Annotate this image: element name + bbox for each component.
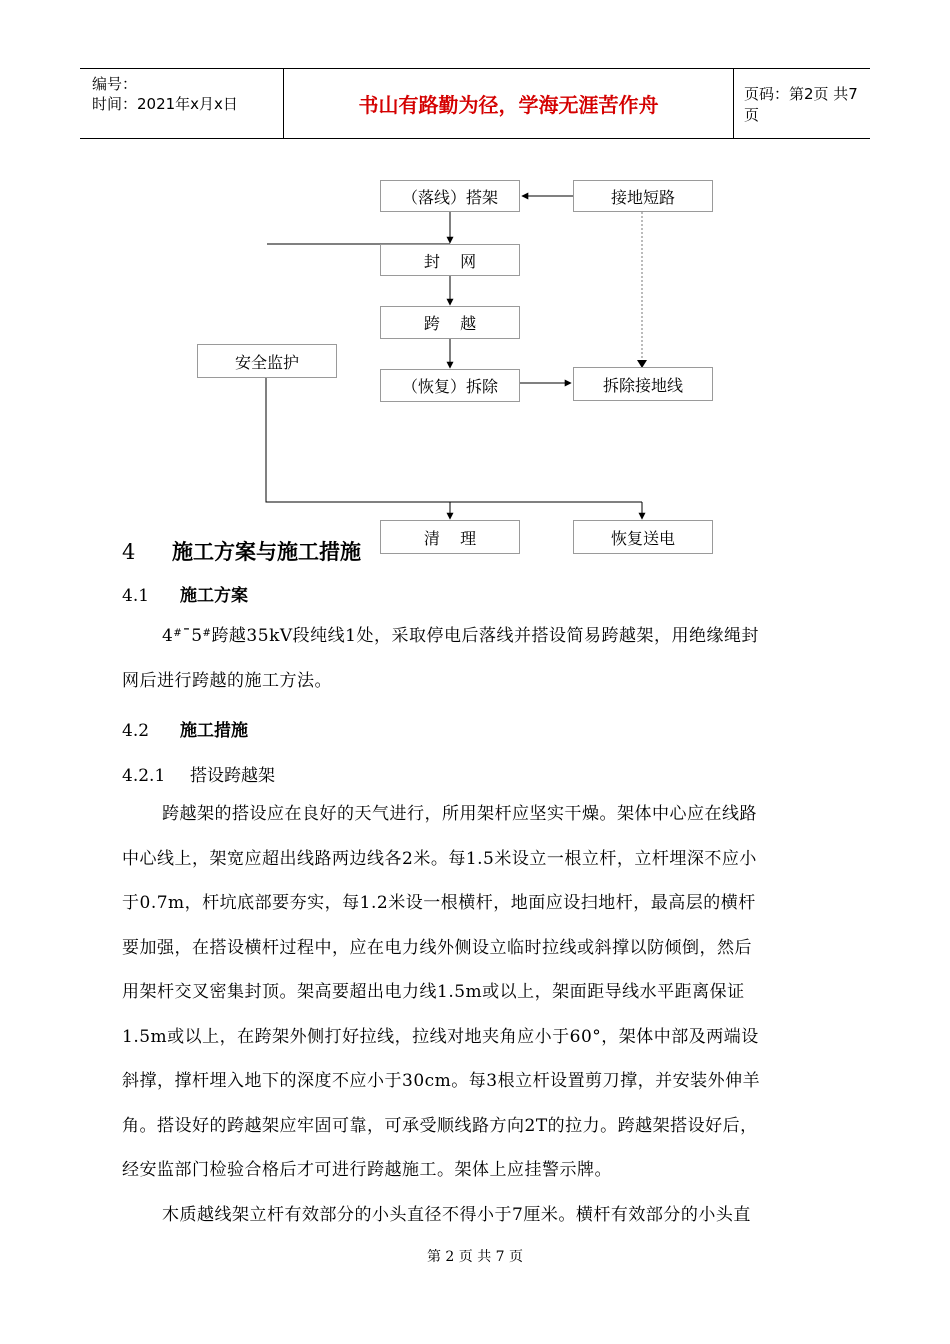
section-4-heading: 4 施工方案与施工措施 — [122, 539, 361, 564]
para-line: 角。搭设好的跨越架应牢固可靠，可承受顺线路方向2T的拉力。跨越架搭设好后， — [122, 1115, 758, 1136]
section-4-2-1-heading: 4.2.1 搭设跨越架 — [122, 766, 275, 786]
box-dismantle: （恢复）拆除 — [380, 369, 520, 402]
section-4-2-heading: 4.2 施工措施 — [122, 721, 248, 741]
para-line: 网后进行跨越的施工方法。 — [122, 670, 332, 691]
serial-label: 编号： — [92, 75, 138, 93]
para-line: 要加强，在搭设横杆过程中，应在电力线外侧设立临时拉线或斜撑以防倾倒，然后 — [122, 937, 752, 958]
box-cross: 跨 越 — [380, 306, 520, 339]
section-4-2-1-paragraph — [122, 792, 830, 1237]
para-line: 斜撑，撑杆埋入地下的深度不应小于30cm。每3根立杆设置剪刀撑，并安装外伸羊 — [122, 1071, 761, 1091]
time-label: 时间：2021年x月x日 — [92, 95, 238, 113]
box-seal-net: 封 网 — [380, 244, 520, 276]
flowchart-connectors — [0, 0, 950, 600]
page-footer: 第 2 页 共 7 页 — [426, 1249, 524, 1265]
para-line: 中心线上，架宽应超出线路两边线各2米。每1.5米设立一根立杆，立杆埋深不应小 — [122, 848, 757, 869]
section-4-1-paragraph — [122, 614, 830, 703]
header-motto: 书山有路勤为径，学海无涯苦作舟 — [284, 69, 734, 138]
header-page-label: 页码：第2页 共7页 — [744, 84, 858, 124]
para-line: 4#¯5#跨越35kV段纯线1处，采取停电后落线并搭设简易跨越架，用绝缘绳封 — [162, 626, 759, 646]
para-line: 1.5m或以上，在跨架外侧打好拉线，拉线对地夹角应小于60°，架体中部及两端设 — [122, 1026, 759, 1047]
box-restore-power: 恢复送电 — [573, 520, 713, 554]
para-line: 经安监部门检验合格后才可进行跨越施工。架体上应挂警示牌。 — [122, 1160, 612, 1180]
para-line: 跨越架的搭设应在良好的天气进行，所用架杆应坚实干燥。架体中心应在线路 — [162, 804, 757, 824]
para-line: 用架杆交叉密集封顶。架高要超出电力线1.5m或以上，架面距导线水平距离保证 — [122, 982, 745, 1002]
box-erect-frame: （落线）搭架 — [380, 180, 520, 212]
section-4-1-heading: 4.1 施工方案 — [122, 586, 248, 606]
box-clean: 清 理 — [380, 520, 520, 554]
box-safety-monitor: 安全监护 — [197, 344, 337, 378]
box-remove-ground: 拆除接地线 — [573, 367, 713, 401]
box-ground-short: 接地短路 — [573, 180, 713, 212]
para-line: 于0.7m，杆坑底部要夯实，每1.2米设一根横杆，地面应设扫地杆，最高层的横杆 — [122, 893, 756, 913]
para-line: 木质越线架立杆有效部分的小头直径不得小于7厘米。横杆有效部分的小头直 — [162, 1204, 751, 1225]
